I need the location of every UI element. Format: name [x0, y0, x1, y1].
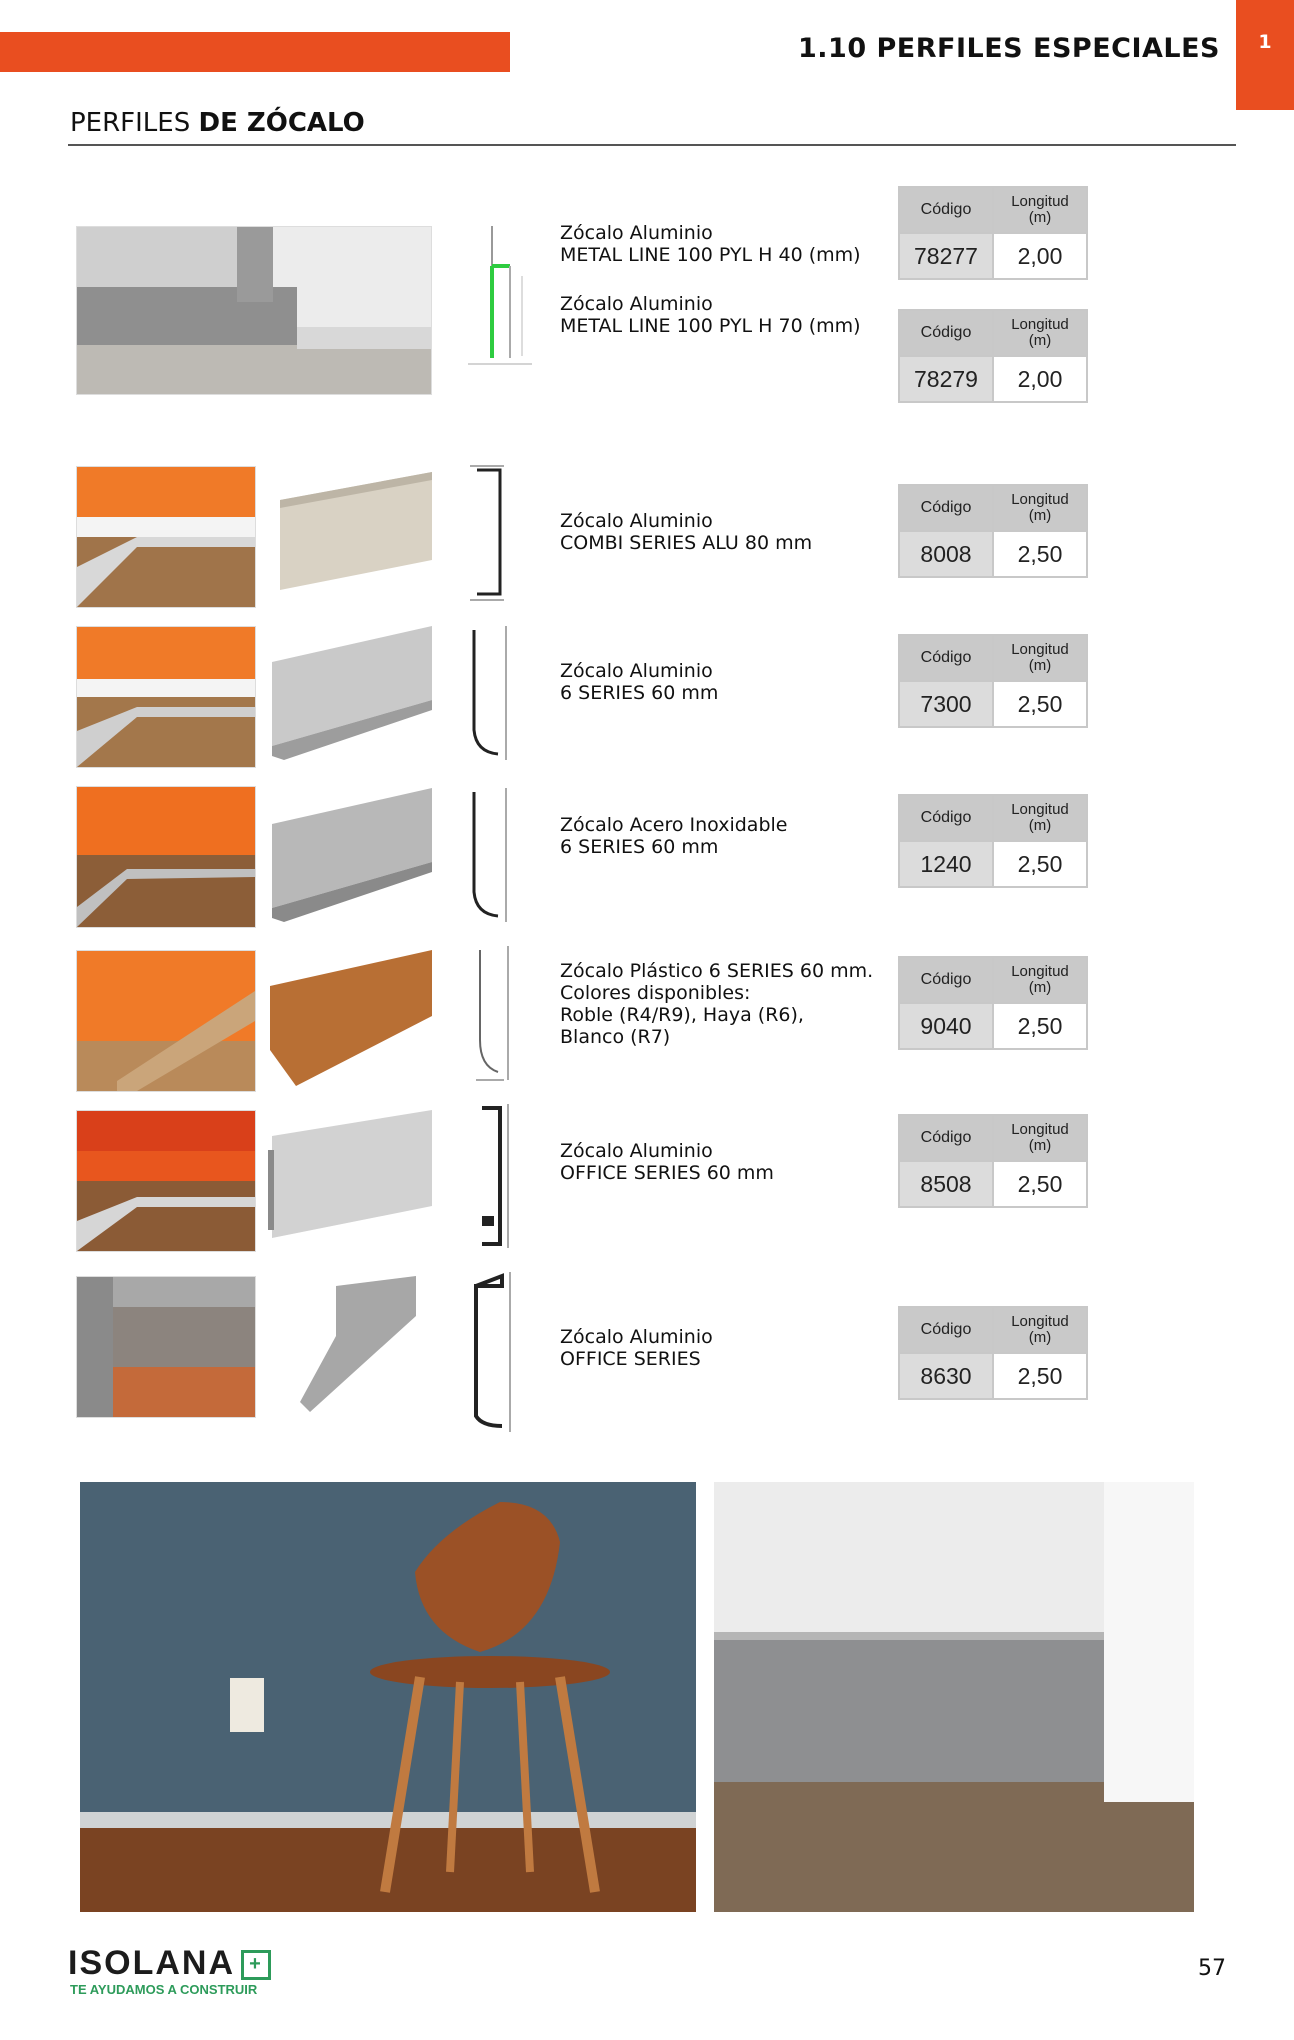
logo-tagline: TE AYUDAMOS A CONSTRUIR — [70, 1982, 258, 1997]
profile-drawing-office60 — [462, 1100, 522, 1252]
profile-drawing-combi — [462, 460, 522, 604]
product-render-plastico — [266, 950, 432, 1088]
length-header: Longitud (m) — [993, 1307, 1087, 1353]
product-desc-7300 — [560, 660, 718, 704]
product-code: 7300 — [899, 681, 993, 727]
chair-room-photo — [80, 1482, 696, 1912]
product-model: 6 SERIES 60 mm — [560, 682, 719, 704]
length-header: Longitud (m) — [993, 310, 1087, 356]
chapter-tab: 1 — [1236, 0, 1294, 110]
product-colors-label: Colores disponibles: — [560, 982, 751, 1004]
product-name: Zócalo Plástico 6 SERIES 60 mm. — [560, 960, 874, 982]
page-subtitle — [70, 108, 365, 138]
profile-drawing-metal-line — [462, 216, 536, 368]
product-desc-8008 — [560, 510, 812, 554]
title-divider — [68, 144, 1236, 146]
product-model: 6 SERIES 60 mm — [560, 836, 719, 858]
product-desc-78277 — [560, 222, 861, 266]
code-table-78277 — [898, 186, 1088, 280]
page-number: 57 — [1198, 1956, 1226, 1981]
code-header: Código — [899, 957, 993, 1003]
product-render-acero — [266, 788, 432, 926]
product-desc-78279 — [560, 293, 861, 337]
logo-plus-icon: + — [241, 1950, 271, 1980]
code-header: Código — [899, 1115, 993, 1161]
length-header: Longitud (m) — [993, 795, 1087, 841]
product-model: METAL LINE 100 PYL H 40 (mm) — [560, 244, 861, 266]
room-photo-combi — [76, 466, 256, 608]
code-header: Código — [899, 795, 993, 841]
room-photo-acero — [76, 786, 256, 928]
product-length: 2,50 — [993, 1353, 1087, 1399]
product-render-office60 — [266, 1110, 432, 1248]
length-header: Longitud (m) — [993, 957, 1087, 1003]
header-accent-bar — [0, 32, 510, 72]
subtitle-bold: DE ZÓCALO — [198, 108, 365, 138]
code-header: Código — [899, 485, 993, 531]
product-code: 78277 — [899, 233, 993, 279]
product-desc-1240 — [560, 814, 787, 858]
product-render-combi — [276, 470, 432, 604]
product-desc-8630 — [560, 1326, 713, 1370]
profile-drawing-plastico — [462, 940, 522, 1084]
room-photo-plastico — [76, 950, 256, 1092]
code-table-8630 — [898, 1306, 1088, 1400]
code-table-8008 — [898, 484, 1088, 578]
product-model: METAL LINE 100 PYL H 70 (mm) — [560, 315, 861, 337]
length-header: Longitud (m) — [993, 485, 1087, 531]
product-desc-8508 — [560, 1140, 774, 1184]
code-table-9040 — [898, 956, 1088, 1050]
product-render-office — [296, 1276, 418, 1416]
profile-drawing-6series — [462, 620, 522, 764]
room-photo-6series — [76, 626, 256, 768]
product-model: OFFICE SERIES 60 mm — [560, 1162, 774, 1184]
section-title: 1.10 PERFILES ESPECIALES — [798, 33, 1220, 64]
product-length: 2,50 — [993, 681, 1087, 727]
code-header: Código — [899, 635, 993, 681]
profile-drawing-acero — [462, 782, 522, 926]
product-model: OFFICE SERIES — [560, 1348, 701, 1370]
subtitle-light: PERFILES — [70, 108, 199, 138]
code-table-7300 — [898, 634, 1088, 728]
code-header: Código — [899, 1307, 993, 1353]
product-render-6series — [266, 626, 432, 764]
product-colors-list: Roble (R4/R9), Haya (R6), — [560, 1004, 804, 1026]
length-header: Longitud (m) — [993, 1115, 1087, 1161]
code-table-8508 — [898, 1114, 1088, 1208]
product-length: 2,00 — [993, 356, 1087, 402]
product-code: 1240 — [899, 841, 993, 887]
code-table-78279 — [898, 309, 1088, 403]
product-code: 8008 — [899, 531, 993, 577]
code-header: Código — [899, 310, 993, 356]
length-header: Longitud (m) — [993, 187, 1087, 233]
code-header: Código — [899, 187, 993, 233]
product-name: Zócalo Acero Inoxidable — [560, 814, 788, 836]
product-length: 2,00 — [993, 233, 1087, 279]
product-colors-list-2: Blanco (R7) — [560, 1026, 671, 1048]
product-name: Zócalo Aluminio — [560, 1326, 713, 1348]
code-table-1240 — [898, 794, 1088, 888]
product-length: 2,50 — [993, 1003, 1087, 1049]
product-name: Zócalo Aluminio — [560, 1140, 713, 1162]
product-photo-metal-line — [76, 226, 432, 395]
product-name: Zócalo Aluminio — [560, 510, 713, 532]
product-length: 2,50 — [993, 531, 1087, 577]
baseboard-detail-photo — [714, 1482, 1194, 1912]
room-photo-office60 — [76, 1110, 256, 1252]
product-length: 2,50 — [993, 1161, 1087, 1207]
isolana-logo — [68, 1944, 271, 1983]
product-desc-9040 — [560, 960, 873, 1048]
product-code: 9040 — [899, 1003, 993, 1049]
product-code: 8630 — [899, 1353, 993, 1399]
product-name: Zócalo Aluminio — [560, 293, 713, 315]
product-name: Zócalo Aluminio — [560, 222, 713, 244]
room-photo-office — [76, 1276, 256, 1418]
product-model: COMBI SERIES ALU 80 mm — [560, 532, 813, 554]
product-code: 78279 — [899, 356, 993, 402]
product-length: 2,50 — [993, 841, 1087, 887]
product-code: 8508 — [899, 1161, 993, 1207]
metal-line-photo-illustration — [77, 227, 431, 394]
product-name: Zócalo Aluminio — [560, 660, 713, 682]
logo-wordmark: ISOLANA — [68, 1944, 235, 1982]
length-header: Longitud (m) — [993, 635, 1087, 681]
profile-drawing-office — [462, 1266, 522, 1438]
